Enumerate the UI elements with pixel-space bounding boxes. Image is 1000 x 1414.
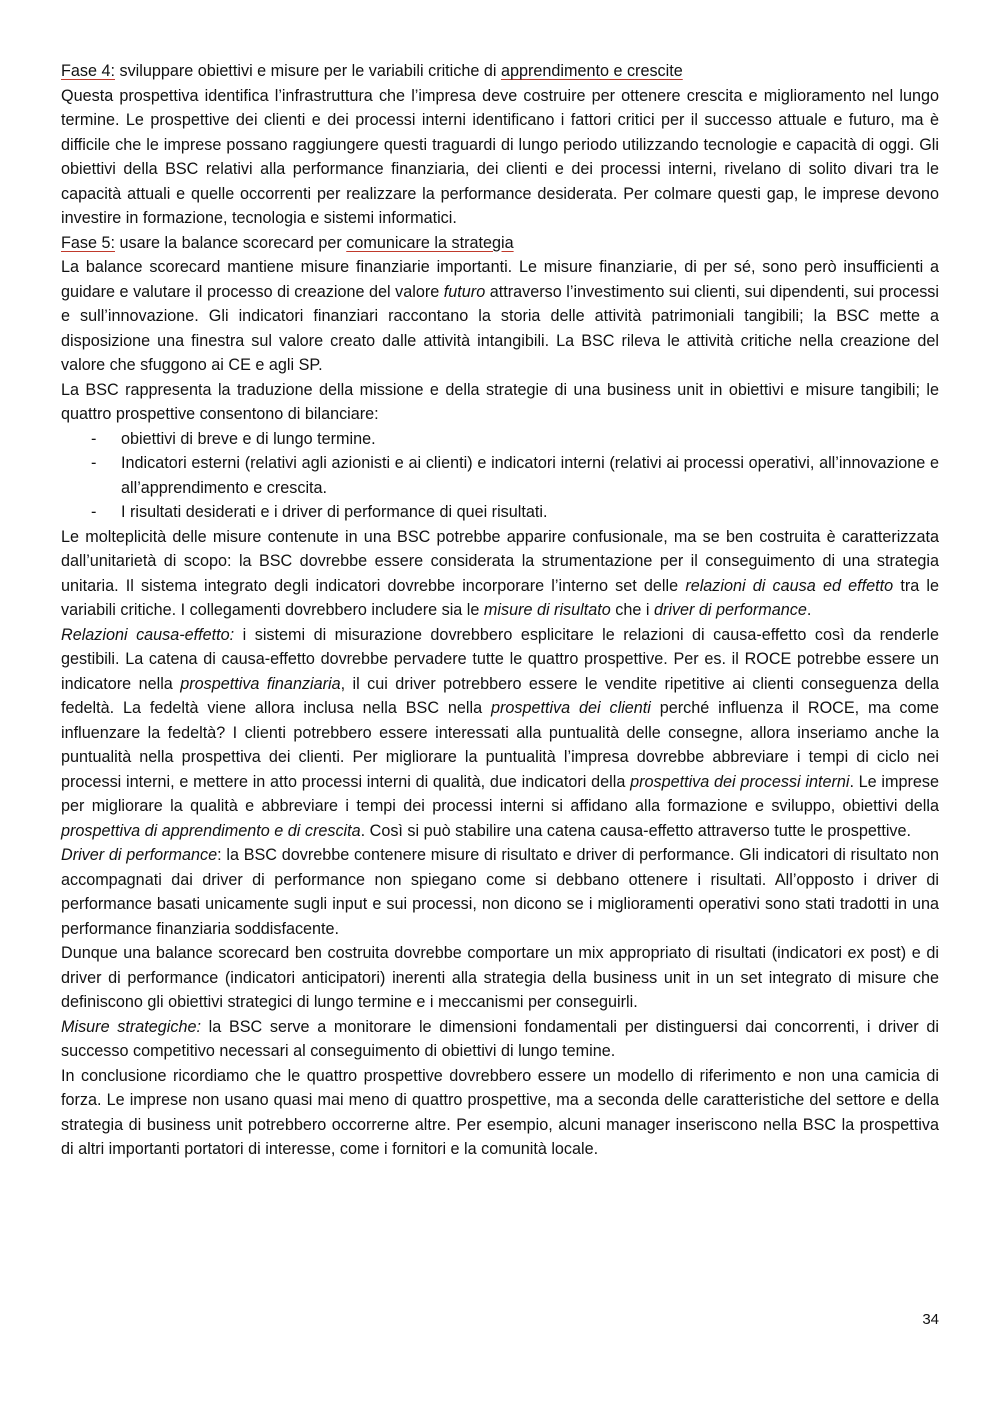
document-page: [61, 59, 939, 1162]
p5-text-b: i sistemi di misurazione dovrebbero esplicitare le relazioni di causa-effetto così da renderle gestibili. La catena di causa-effetto dovrebbe pervadere tutte le quattro prospettive. Per es. il ROCE potrebbe essere un indicatore nella: [61, 625, 939, 693]
p4-text-g: .: [806, 601, 812, 619]
fase5-label: Fase 5:: [61, 233, 115, 252]
paragraph-3: La BSC rappresenta la traduzione della missione e della strategie di una business unit in obiettivi e misure tangibili; le quattro prospettive consentono di bilanciare:: [61, 380, 939, 423]
paragraph-1: Questa prospettiva identifica l’infrastruttura che l’impresa deve costruire per ottenere crescita e miglioramento nel lungo termine. Le prospettive dei clienti e dei processi interni identificano i fattori critici per il successo attuale e futuro, ma è difficile che le imprese possano raggiungere questi traguardi di lungo periodo utilizzando tecnologie e capacità di oggi. Gli obiettivi della BSC relativi alla performance finanziaria, dei clienti e dei processi interni, rivelano di solito divari tra le capacità attuali e quelle occorrenti per realizzare la performance desiderata. Per colmare questi gap, le imprese devono investire in formazione, tecnologia e sistemi informatici.: [61, 86, 939, 227]
p5-text-f: perché influenza il ROCE, ma come influenzare la fedeltà? I clienti potrebbero essere interessati alla puntualità delle consegne, allora inseriamo anche la puntualità nella prospettiva dei clienti. Per migliorare la puntualità l’impresa dovrebbe abbreviare i tempi di ciclo nei processi interni, e mettere in atto processi interni di qualità, due indicatori della: [61, 699, 939, 791]
fase4-label: Fase 4:: [61, 62, 115, 80]
paragraph-2: [61, 255, 939, 378]
paragraph-7: Dunque una balance scorecard ben costruita dovrebbe comportare un mix appropriato di risultati (indicatori ex post) e di driver di performance (indicatori anticipatori) inerenti alla strategia della business unit in un set integrato di misure che definiscono gli obiettivi strategici di lungo termine e i meccanismi per conseguirli.: [61, 944, 939, 1011]
page-number: 34: [922, 1311, 939, 1328]
p2-italic-futuro: futuro: [443, 282, 486, 301]
p5-text-h: . Le imprese per migliorare la qualità e abbreviare i tempi dei processi interni si affidano alla formazione e sviluppo, obiettivi della: [61, 772, 939, 815]
fase5-topic: comunicare la strategia: [346, 233, 514, 252]
paragraph-6: [61, 843, 939, 941]
p5-italic-heading: Relazioni causa-effetto:: [61, 625, 235, 644]
list-item: - Indicatori esterni (relativi agli azionisti e ai clienti) e indicatori interni (relativi ai processi operativi, all’innovazione e all’apprendimento e crescita.: [121, 451, 939, 500]
p6-italic-heading: Driver di performance: [61, 846, 218, 864]
p4-italic-driver: driver di performance: [653, 601, 807, 619]
p5-italic-processi: prospettiva dei processi interni: [630, 772, 850, 791]
p2-text-c: attraverso l’investimento sui clienti, sui dipendenti, sui processi e sull’innovazione. Gli indicatori finanziari raccontano la storia delle attività patrimoniali tangibili; la BSC mette a disposizione una finestra sul valore creato dalle attività intangibili. La BSC rileva le attività critiche nella creazione del valore che sfuggono ai CE e agli SP.: [61, 282, 939, 374]
p5-italic-finanziaria: prospettiva finanziaria: [180, 674, 341, 693]
p5-text-j: . Così si può stabilire una catena causa-effetto attraverso tutte le prospettive.: [360, 821, 912, 840]
fase4-text: sviluppare obiettivi e misure per le variabili critiche di: [115, 62, 501, 80]
p2-text-a: La balance scorecard mantiene misure finanziarie importanti. Le misure finanziarie, di per sé, sono però insufficienti a guidare e valutare il processo di creazione del valore: [61, 258, 939, 301]
p4-text-c: tra le variabili critiche. I collegamenti dovrebbero includere sia le: [61, 576, 939, 619]
p8-text-b: la BSC serve a monitorare le dimensioni fondamentali per distinguersi dai concorrenti, i driver di successo competitivo necessari al conseguimento di obiettivi di lungo temine.: [61, 1017, 939, 1060]
p8-italic-heading: Misure strategiche:: [61, 1017, 201, 1036]
p5-text-d: , il cui driver potrebbero essere le vendite ripetitive ai clienti conseguenza della fedeltà. La fedeltà viene allora inclusa nella BSC nella: [61, 674, 939, 717]
p6-text-b: : la BSC dovrebbe contenere misure di risultato e driver di performance. Gli indicatori di risultato non accompagnati dai driver di performance non spiegano come si debbano ottenere i risultati. All’opposto i driver di performance basati unicamente sugli input e sui processi, non dicono se i miglioramenti operativi sono stati tradotti in una performance finanziaria soddisfacente.: [61, 846, 939, 938]
paragraph-8: [61, 1015, 939, 1064]
paragraph-9: In conclusione ricordiamo che le quattro prospettive dovrebbero essere un modello di riferimento e non una camicia di forza. Le imprese non usano quasi mai meno di quattro prospettive, ma a seconda delle caratteristiche del settore e della strategia di business unit potrebbero occorrerne altre. Per esempio, alcuni manager inseriscono nella BSC la prospettiva di altri importanti portatori di interesse, come i fornitori e la comunità locale.: [61, 1066, 939, 1158]
fase4-topic: apprendimento e crescite: [500, 62, 683, 80]
p4-text-a: Le molteplicità delle misure contenute in una BSC potrebbe apparire confusionale, ma se ben costruita è caratterizzata dall’unitarietà di scopo: la BSC dovrebbe essere considerata la strumentazione per il conseguimento di una strategia unitaria. Il sistema integrato degli indicatori dovrebbe incorporare l’interno set delle: [61, 527, 939, 595]
p4-italic-misure: misure di risultato: [483, 601, 611, 619]
p5-italic-clienti: prospettiva dei clienti: [490, 699, 651, 717]
list-item: - I risultati desiderati e i driver di performance di quei risultati.: [121, 500, 939, 525]
fase4-heading: [61, 59, 939, 84]
p4-italic-relazioni: relazioni di causa ed effetto: [685, 576, 894, 595]
fase5-heading: [61, 231, 939, 256]
paragraph-5: [61, 623, 939, 844]
p4-text-e: che i: [610, 601, 654, 619]
paragraph-4: [61, 525, 939, 623]
p5-italic-apprendimento: prospettiva di apprendimento e di crescita: [61, 821, 361, 840]
list-item: - obiettivi di breve e di lungo termine.: [121, 427, 939, 452]
balance-list: [61, 427, 939, 525]
fase5-text: usare la balance scorecard per: [115, 233, 347, 252]
